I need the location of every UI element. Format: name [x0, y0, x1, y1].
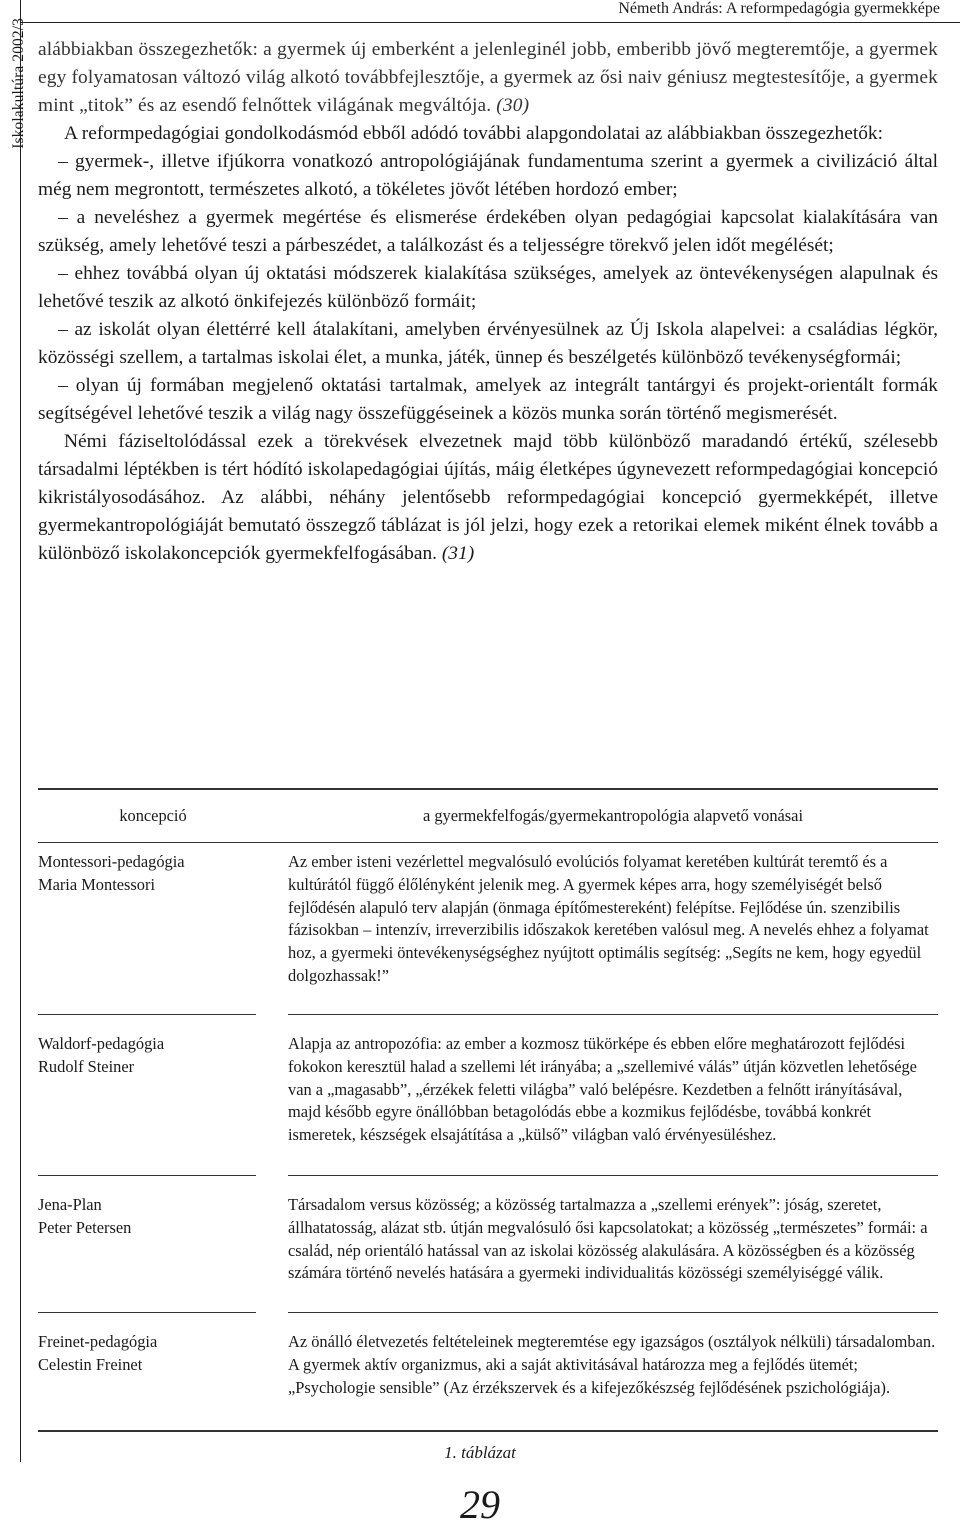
row-divider	[288, 1014, 938, 1015]
concept-name: Freinet-pedagógia	[38, 1332, 158, 1351]
paragraph-text: A reformpedagógiai gondolkodásmód ebből adódó további alapgondolatai az alábbiakban összegezhetők:	[64, 123, 884, 144]
list-item	[38, 204, 938, 260]
paragraph-continued	[38, 36, 938, 120]
concept-name: Jena-Plan	[38, 1195, 102, 1214]
row-divider	[38, 1014, 256, 1015]
journal-side-tab	[0, 0, 27, 1462]
body-text	[38, 36, 938, 568]
list-item	[38, 316, 938, 372]
table-row-description: Az ember isteni vezérlettel megvalósuló evolúciós folyamat keretében kultúrát teremtő és a kultúrától függő élőlényként jelenik meg. A gyermek képes arra, hogy személyiségét belső fejlődésén alapuló terv alapján (önmaga építőmestereként) felépítse. Fejlődése ún. szenzibilis fázisokban – intenzív, irreverzibilis időszakok keretében valósul meg. A nevelés ehhez a folyamat hoz, a gyermeki öntevékenységséghez nyújtott optimális segítség: „Segíts ne kem, hogy egyedül dolgozhassak!”	[288, 852, 929, 985]
running-head: Németh András: A reformpedagógia gyermekképe	[618, 0, 940, 17]
list-item-text: – a neveléshez a gyermek megértése és elismerése érdekében olyan pedagógiai kapcsolat kialakítására van szükség, amely lehetővé teszi a párbeszédet, a találkozást és a teljességre törekvő jelen időt megélését;	[38, 207, 938, 256]
concept-author: Rudolf Steiner	[38, 1056, 135, 1076]
concept-author: Maria Montessori	[38, 874, 155, 894]
row-divider	[288, 1175, 938, 1176]
table-row-description: Az önálló életvezetés feltételeinek megteremtése egy igazságos (osztályok nélküli) társadalomban. A gyermek aktív organizmus, aki a saját aktivitásával határozza meg a fejlődés ütemét; „Psychologie sensible” (Az érzékszervek és a kifejezőkészség fejlődésének pszichológiája).	[288, 1332, 936, 1397]
table-row-description: Alapja az antropozófia: az ember a kozmosz tükörképe és ebben előre meghatározott fejlődési fokokon keresztül halad a szellemi lét irányába; a „szellemivé válás” útján közvetlen lehetősége van a „magasabb”, „érzékek feletti világba” való belépésre. Kezdetben a felnőtt irányításával, majd később egyre önállóbban betagolódás ebbe a kozmikus fejlődésbe, továbbá konkrét ismeretek, készségek elsajátítása a „külső” világban való érvényesüléshez.	[288, 1034, 917, 1145]
table-row-concept	[38, 1033, 258, 1079]
paragraph-text: alábbiakban összegezhetők: a gyermek új emberként a jelenleginél jobb, emberibb jövő megteremtője, a gyermek egy folyamatosan változó világ alkotó továbbfejlesztője, a gyermek az ősi naiv géniusz megtestesítője, a gyermek mint „titok” és az esendő felnőttek világának megváltója.	[38, 39, 938, 116]
column-header-traits: a gyermekfelfogás/gyermekantropológia alapvető vonásai	[422, 806, 804, 825]
page-number: 29	[460, 1482, 500, 1527]
list-item	[38, 372, 938, 428]
table-top-rule	[38, 788, 938, 790]
paragraph-text: Némi fáziseltolódással ezek a törekvések elvezetnek majd több különböző maradandó értékű, szélesebb társadalmi léptékben is tért hódító iskolapedagógiai újítás, máig életképes úgynevezett reformpedagógiai koncepció kikristályosodásához. Az alábbi, néhány jelentősebb reformpedagógiai koncepció gyermekképét, illetve gyermekantropológiáját bemutató összegző táblázat is jól jelzi, hogy ezek a retorikai elemek miként élnek tovább a különböző iskolakoncepciók gyermekfelfogásában.	[38, 431, 938, 564]
list-item-text: – ehhez továbbá olyan új oktatási módszerek kialakítása szükséges, amelyek az öntevékenységen alapulnak és lehetővé teszik az alkotó önkifejezés különböző formáit;	[38, 263, 938, 312]
table-row-concept	[38, 1331, 258, 1377]
concept-author: Peter Petersen	[38, 1217, 132, 1237]
journal-side-label: Iskolakultúra 2002/3	[10, 18, 27, 149]
table-bottom-rule	[38, 1430, 938, 1432]
paragraph	[38, 120, 938, 148]
footnote-ref: (30)	[491, 95, 530, 116]
table-row-concept	[38, 1194, 258, 1240]
table-caption: 1. táblázat	[444, 1443, 516, 1462]
concept-name: Waldorf-pedagógia	[38, 1034, 165, 1053]
list-item-text: – olyan új formában megjelenő oktatási tartalmak, amelyek az integrált tantárgyi és projekt-orientált formák segítségével lehetővé teszik a világ nagy összefüggéseinek a közös munka során történő megismerését.	[38, 375, 938, 424]
list-item	[38, 148, 938, 204]
table-row-concept	[38, 851, 258, 897]
column-header-concept: koncepció	[119, 806, 187, 825]
footnote-ref: (31)	[437, 543, 475, 564]
concept-name: Montessori-pedagógia	[38, 852, 185, 871]
list-item-text: – gyermek-, illetve ifjúkorra vonatkozó antropológiájának fundamentuma szerint a gyermek a civilizáció által még nem megrontott, természetes alkotó, a tökéletes jövőt létében hordozó ember;	[38, 151, 938, 200]
table-row-description: Társadalom versus közösség; a közösség tartalmazza a „szellemi erények”: jóság, szeretet, állhatatosság, alázat stb. útján megvalósuló ősi kapcsolatokat; a közösség „természetes” formái: a család, nép orientáló hatással van az iskolai közösség alakulására. A közösségben és a közösség számára történő nevelés hatására a gyermeki individualitás közösségi személyiséggé válik.	[288, 1195, 928, 1283]
concept-author: Celestin Freinet	[38, 1354, 143, 1374]
table-header-rule	[38, 842, 938, 843]
list-item	[38, 260, 938, 316]
paragraph	[38, 428, 938, 568]
list-item-text: – az iskolát olyan élettérré kell átalakítani, amelyben érvényesülnek az Új Iskola alapelvei: a családias légkör, közösségi szellem, a tartalmas iskolai élet, a munka, játék, ünnep és beszélgetés különböző tevékenységformái;	[38, 319, 938, 368]
row-divider	[288, 1312, 938, 1313]
row-divider	[38, 1175, 256, 1176]
row-divider	[38, 1312, 256, 1313]
header-rule	[20, 22, 960, 23]
